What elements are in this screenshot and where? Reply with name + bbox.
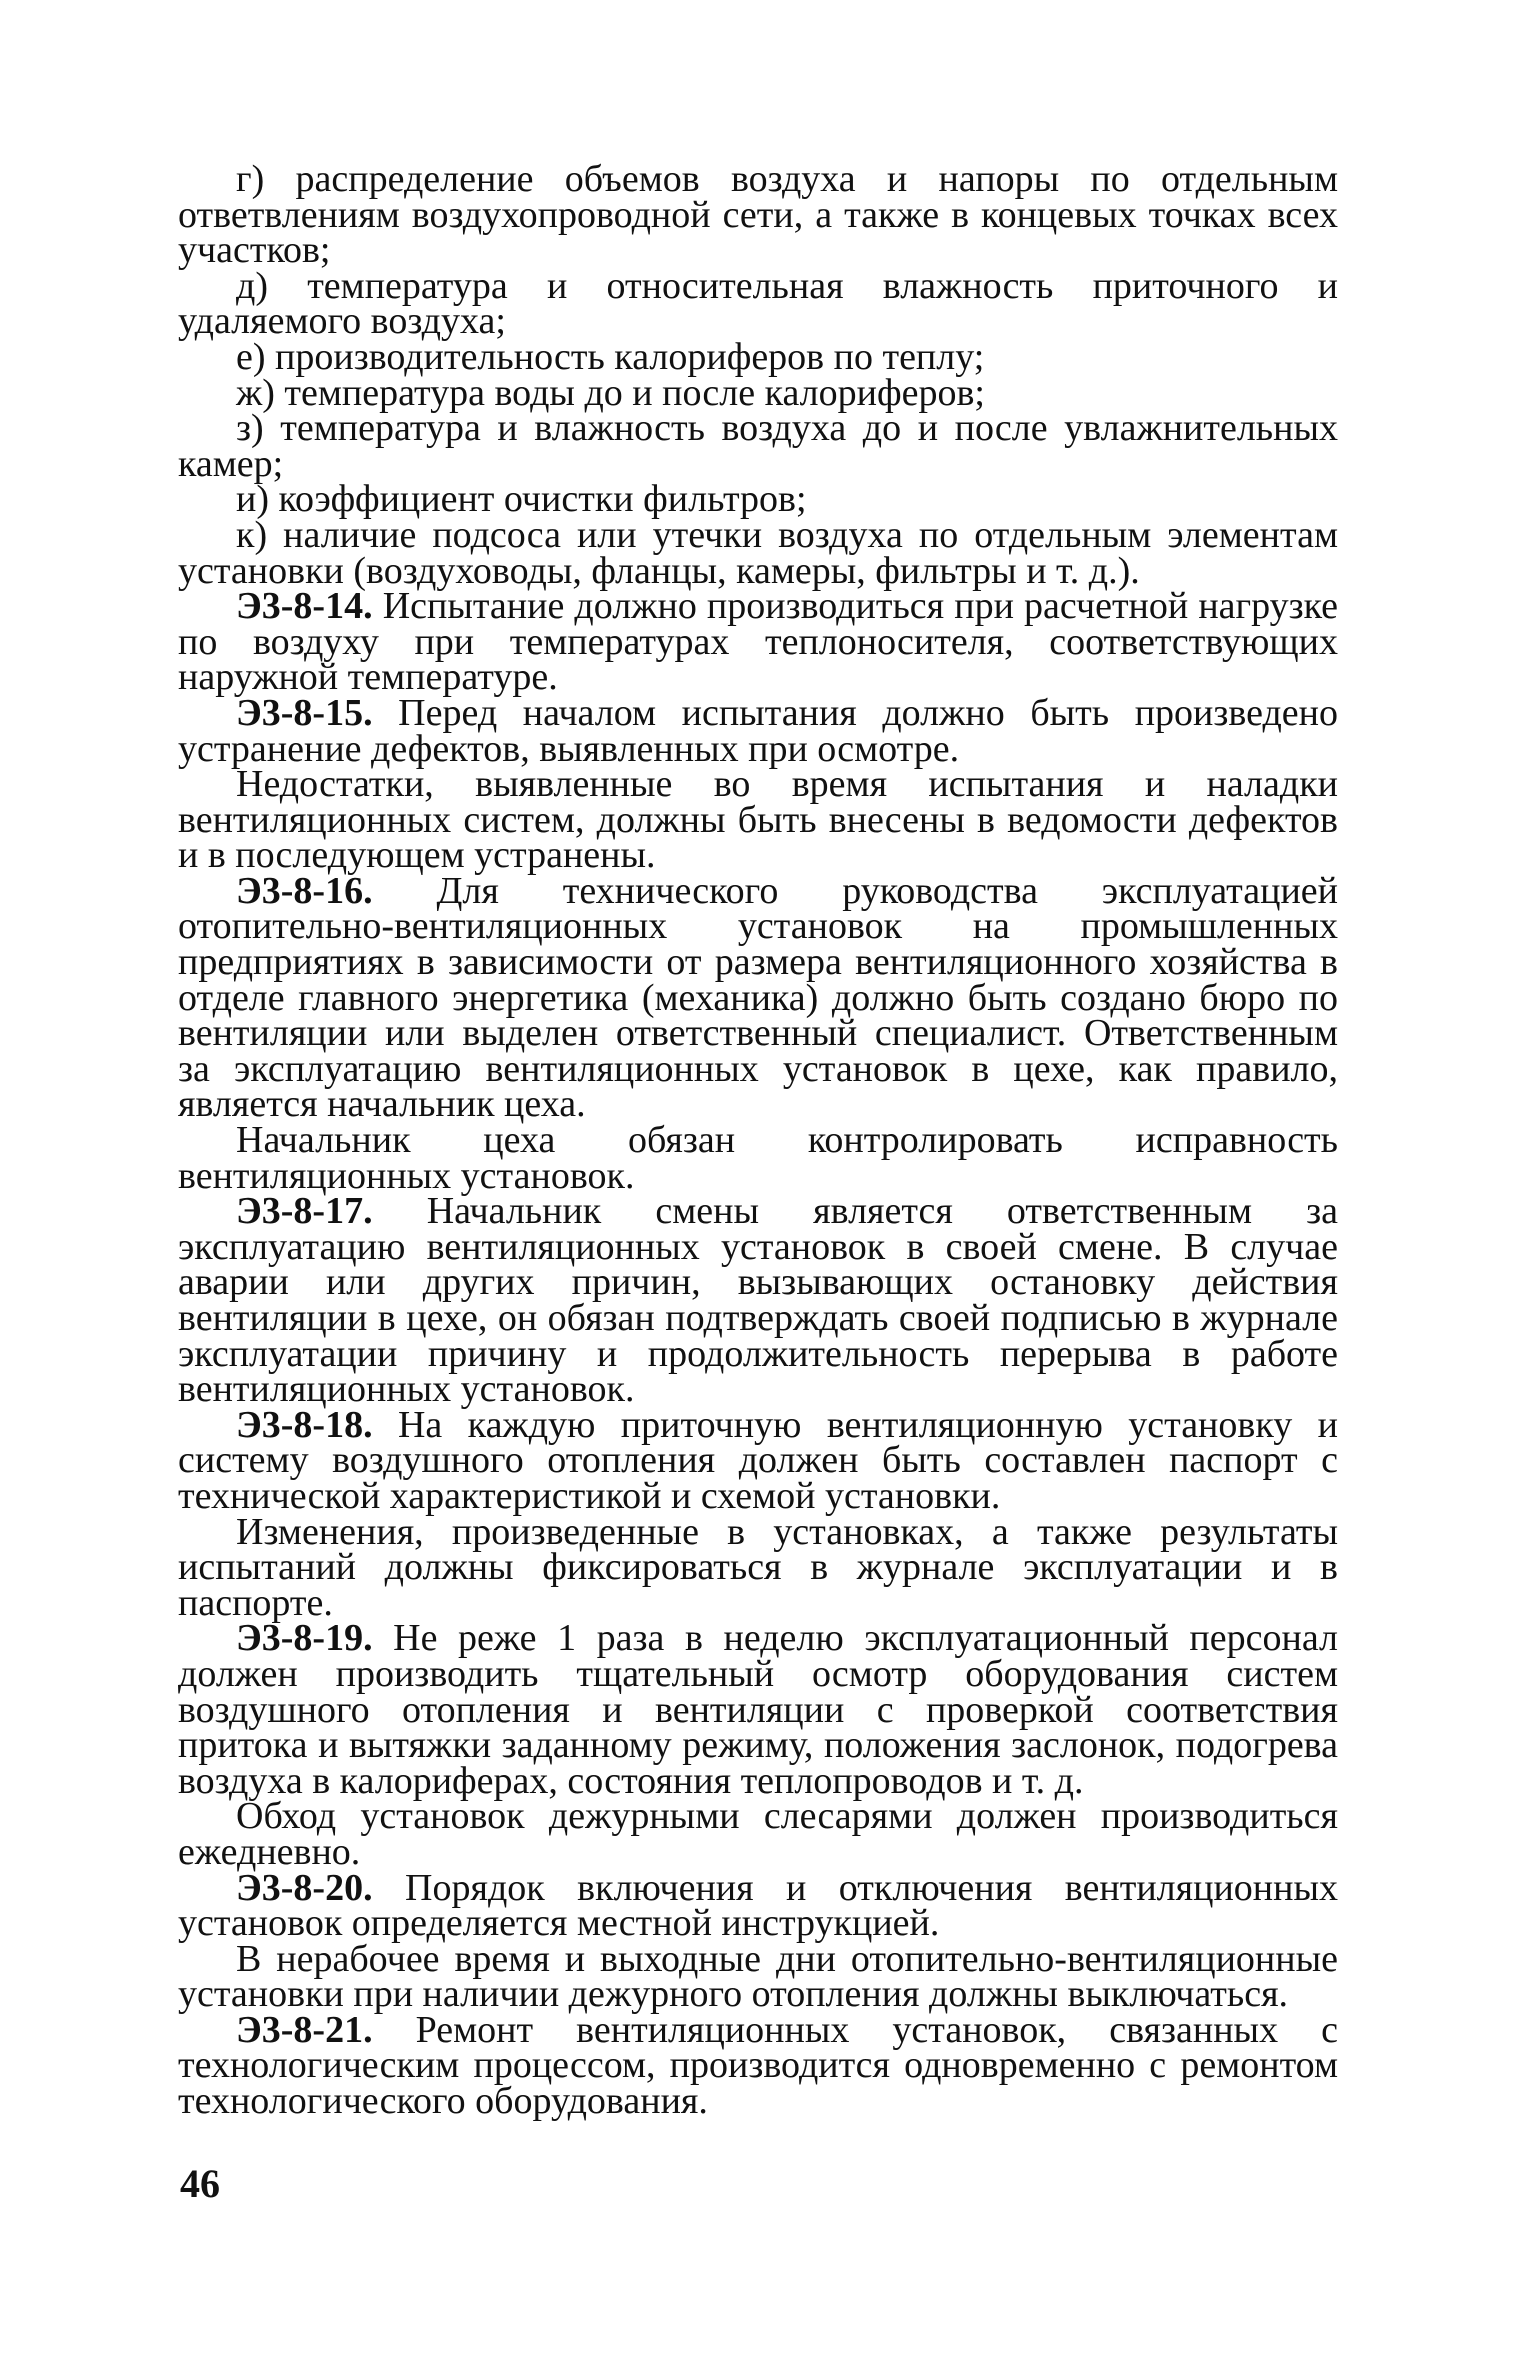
list-item-zh: ж) температура воды до и после калориферов; [236, 371, 985, 414]
clause-text: На каждую приточную вентиляционную установку и систему воздушного отопления должен быть составлен паспорт с технической характеристикой и схемой установки. [178, 1403, 1338, 1517]
list-item-k: к) наличие подсоса или утечки воздуха по отдельным элементам установки (воздуховоды, фланцы, камеры, фильтры и т. д.). [178, 513, 1338, 592]
clause-number: Э3-8-19. [236, 1617, 373, 1660]
body-text [178, 158, 1338, 2123]
clause-number: Э3-8-14. [236, 585, 373, 628]
clause-text: Ремонт вентиляционных установок, связанных с технологическим процессом, производится одновременно с ремонтом технологического оборудования. [178, 2008, 1338, 2123]
clause-3-8-17 [178, 1190, 1338, 1411]
clause-3-8-14 [178, 585, 1338, 699]
clause-number: Э3-8-15. [236, 691, 373, 734]
clause-3-8-18 [178, 1403, 1338, 1517]
clause-text: Начальник смены является ответственным за эксплуатацию вентиляционных установок в своей смене. В случае аварии или других причин, вызывающих остановку действия вентиляции в цехе, он обязан подтверждать своей подписью в журнале эксплуатации причину и продолжительность перерыва в работе вентиляционных установок. [178, 1190, 1338, 1411]
list-item-e: е) производительность калориферов по теплу; [236, 335, 985, 378]
clause-3-8-20-paragraph: В нерабочее время и выходные дни отопительно-вентиляционные установки при наличии дежурного отопления должны выключаться. [178, 1937, 1338, 2016]
clause-3-8-20 [178, 1866, 1338, 1945]
clause-3-8-21 [178, 2008, 1338, 2123]
clause-text: Не реже 1 раза в неделю эксплуатационный персонал должен производить тщательный осмотр оборудования систем воздушного отопления и вентиляции с проверкой соответствия притока и вытяжки заданному режиму, положения заслонок, подогрева воздуха в калориферах, состояния теплопроводов и т. д. [178, 1617, 1338, 1802]
clause-3-8-16 [178, 869, 1338, 1126]
clause-text: Для технического руководства эксплуатацией отопительно-вентиляционных установок на промышленных предприятиях в зависимости от размера вентиляционного хозяйства в отделе главного энергетика (механика) должно быть создано бюро по вентиляции или выделен ответственный специалист. Ответственным за эксплуатацию вентиляционных установок в цехе, как правило, является начальник цеха. [178, 869, 1338, 1126]
clause-text: Испытание должно производиться при расчетной нагрузке по воздуху при температурах теплоносителя, соответствующих наружной температуре. [178, 585, 1338, 699]
list-item-i: и) коэффициент очистки фильтров; [236, 478, 807, 521]
clause-number: Э3-8-16. [236, 869, 373, 912]
clause-3-8-15 [178, 691, 1338, 770]
clause-number: Э3-8-18. [236, 1403, 373, 1446]
clause-number: Э3-8-21. [236, 2008, 373, 2051]
clause-3-8-19 [178, 1617, 1338, 1802]
page-number: 46 [180, 2161, 220, 2206]
clause-number: Э3-8-20. [236, 1866, 373, 1909]
list-item-g: г) распределение объемов воздуха и напоры по отдельным ответвлениям воздухопроводной сети, а также в концевых точках всех участков; [178, 158, 1338, 272]
clause-3-8-18-paragraph: Изменения, произведенные в установках, а также результаты испытаний должны фиксироваться в журнале эксплуатации и в паспорте. [178, 1510, 1338, 1624]
clause-text: Перед началом испытания должно быть произведено устранение дефектов, выявленных при осмотре. [178, 691, 1338, 770]
clause-3-8-16-paragraph: Начальник цеха обязан контролировать исправность вентиляционных установок. [178, 1119, 1338, 1197]
clause-3-8-19-paragraph: Обход установок дежурными слесарями должен производиться ежедневно. [178, 1795, 1338, 1873]
clause-text: Порядок включения и отключения вентиляционных установок определяется местной инструкцией. [178, 1866, 1338, 1945]
clause-3-8-15-paragraph: Недостатки, выявленные во время испытания и наладки вентиляционных систем, должны быть внесены в ведомости дефектов и в последующем устранены. [178, 763, 1338, 877]
clause-number: Э3-8-17. [236, 1190, 373, 1233]
list-item-d: д) температура и относительная влажность приточного и удаляемого воздуха; [178, 264, 1338, 343]
list-item-z: з) температура и влажность воздуха до и после увлажнительных камер; [178, 407, 1338, 485]
